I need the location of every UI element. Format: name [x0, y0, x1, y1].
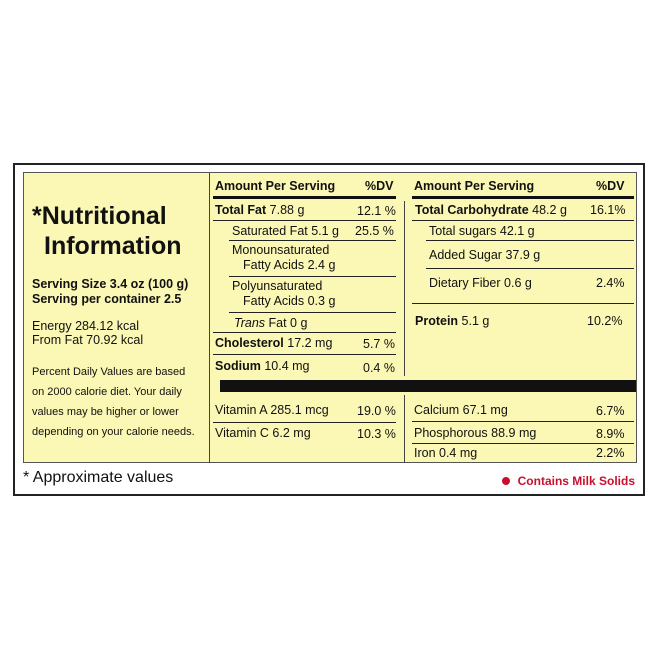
divider — [229, 312, 396, 313]
poly-fat-line1: Polyunsaturated — [232, 279, 323, 293]
nutrition-label — [13, 163, 645, 496]
daily-note-4: depending on your calorie needs. — [32, 426, 195, 438]
label-title — [32, 201, 182, 261]
sodium-dv: 0.4 % — [363, 361, 395, 375]
divider — [412, 421, 634, 422]
fiber-dv: 2.4% — [596, 276, 625, 290]
energy-from-fat: From Fat 70.92 kcal — [32, 333, 144, 347]
calcium-label: Calcium 67.1 mg — [414, 403, 508, 417]
divider — [412, 443, 634, 444]
divider — [213, 220, 396, 221]
title-line1: *Nutritional — [32, 202, 167, 230]
divider — [213, 422, 396, 423]
total-fat-row — [215, 203, 304, 218]
sodium-label: Sodium — [215, 359, 261, 373]
bullet-icon — [502, 477, 510, 485]
sat-fat-label: Saturated Fat 5.1 g — [232, 224, 340, 238]
vitamin-c-label: Vitamin C 6.2 mg — [215, 426, 311, 440]
cholesterol-label: Cholesterol — [215, 336, 284, 350]
divider — [412, 220, 634, 221]
vitamin-a-dv: 19.0 % — [357, 404, 396, 418]
divider — [229, 276, 396, 277]
vitamin-divider — [404, 395, 405, 463]
header-rule-left — [213, 196, 396, 199]
energy: Energy 284.12 kcal — [32, 319, 140, 333]
trans-fat-row — [234, 316, 307, 331]
divider — [229, 240, 396, 241]
approximate-values-note: * Approximate values — [23, 469, 174, 486]
cholesterol-row — [215, 336, 332, 351]
carbs-dv: 16.1% — [590, 203, 626, 217]
vitamin-c-dv: 10.3 % — [357, 427, 396, 441]
divider — [426, 240, 634, 241]
serving-size: Serving Size 3.4 oz (100 g) — [32, 277, 189, 291]
mono-fat-line1: Monounsaturated — [232, 243, 330, 257]
total-fat-value: 7.88 g — [269, 203, 305, 217]
cholesterol-dv: 5.7 % — [363, 337, 395, 351]
total-fat-dv: 12.1 % — [357, 204, 396, 218]
protein-value: 5.1 g — [461, 314, 490, 328]
iron-label: Iron 0.4 mg — [414, 446, 478, 460]
phosphorous-dv: 8.9% — [596, 427, 625, 441]
divider — [412, 303, 634, 304]
header-amount-right: Amount Per Serving — [414, 179, 535, 193]
milk-solids-note — [502, 474, 635, 488]
protein-dv: 10.2% — [587, 314, 623, 328]
milk-solids-text: Contains Milk Solids — [517, 474, 635, 488]
carbs-value: 48.2 g — [532, 203, 567, 217]
added-sugar-label: Added Sugar 37.9 g — [429, 248, 541, 262]
iron-dv: 2.2% — [596, 446, 625, 460]
header-dv-right: %DV — [596, 179, 625, 193]
nutrition-panel — [23, 172, 637, 463]
divider — [426, 268, 634, 269]
carbs-row — [415, 203, 567, 218]
daily-note-1: Percent Daily Values are based — [32, 366, 186, 378]
cholesterol-value: 17.2 mg — [287, 336, 333, 350]
title-line2: Information — [44, 232, 182, 260]
fiber-label: Dietary Fiber 0.6 g — [429, 276, 532, 290]
daily-note-3: values may be higher or lower — [32, 406, 179, 418]
daily-note-2: on 2000 calorie diet. Your daily — [32, 386, 182, 398]
sugars-label: Total sugars 42.1 g — [429, 224, 535, 238]
divider — [213, 332, 396, 333]
header-amount-left: Amount Per Serving — [215, 179, 336, 193]
vitamin-section-bar — [220, 380, 636, 392]
carbs-label: Total Carbohydrate — [415, 203, 529, 217]
serving-per-container: Serving per container 2.5 — [32, 292, 182, 306]
trans-fat-label: Trans — [234, 316, 266, 330]
sodium-row — [215, 359, 310, 374]
total-fat-label: Total Fat — [215, 203, 267, 217]
protein-label: Protein — [415, 314, 459, 328]
sodium-value: 10.4 mg — [264, 359, 310, 373]
divider — [213, 354, 396, 355]
vitamin-a-label: Vitamin A 285.1 mcg — [215, 403, 329, 417]
middle-divider — [404, 201, 405, 376]
left-column-divider — [209, 173, 210, 463]
poly-fat-line2: Fatty Acids 0.3 g — [243, 294, 336, 308]
header-rule-right — [412, 196, 634, 199]
phosphorous-label: Phosphorous 88.9 mg — [414, 426, 537, 440]
header-dv-left: %DV — [365, 179, 394, 193]
mono-fat-line2: Fatty Acids 2.4 g — [243, 258, 336, 272]
sat-fat-dv: 25.5 % — [355, 224, 394, 238]
trans-fat-value: Fat 0 g — [268, 316, 308, 330]
protein-row — [415, 314, 489, 329]
calcium-dv: 6.7% — [596, 404, 625, 418]
